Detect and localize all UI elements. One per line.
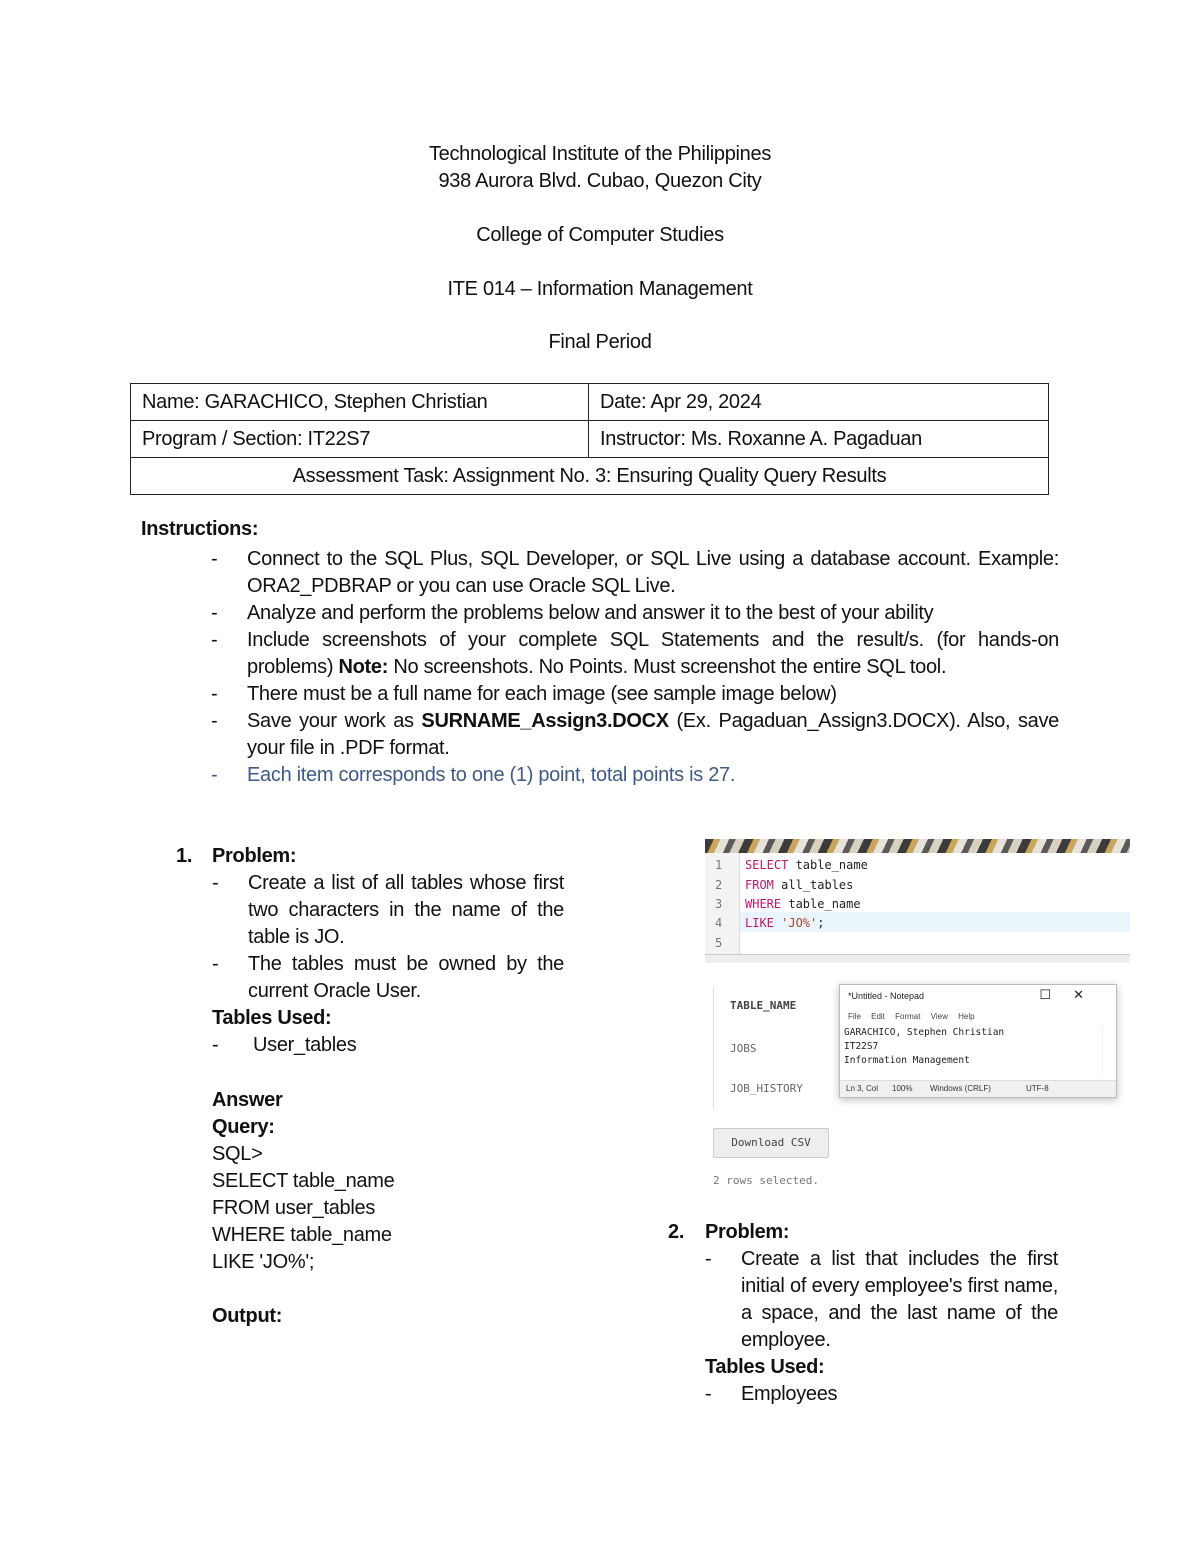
query-line: FROM user_tables [212, 1197, 376, 1219]
period-label: Final Period [548, 331, 652, 353]
answer-title: Answer [212, 1089, 283, 1111]
query-title: Query: [212, 1116, 275, 1138]
sql-keyword: FROM [745, 878, 774, 892]
notepad-menu: File Edit Format View Help [848, 1012, 975, 1021]
code-line [745, 878, 853, 892]
instruction-item: - Connect to the SQL Plus, SQL Developer, or SQL Live using a database account. Example: ORA2_PDBRAP or you can use Oracle SQL Live. [207, 546, 1059, 600]
output-title: Output: [212, 1305, 283, 1327]
problem-description: - Create a list of all tables whose first two characters in the name of the table is JO. [212, 870, 564, 951]
instruction-item [207, 708, 1059, 762]
status-encoding: UTF-8 [1026, 1084, 1049, 1093]
student-info-table [130, 383, 1049, 495]
instruction-text: (Ex. Pagaduan_Assign3.DOCX). Also, save your file in .PDF format. [247, 710, 1059, 759]
note-label: Note: [338, 656, 389, 678]
sample-screenshot [705, 839, 1130, 1194]
code-text: all_tables [773, 878, 854, 892]
problem-title: Problem: [212, 845, 297, 867]
notepad-window [839, 984, 1117, 1098]
query-line: SELECT table_name [212, 1170, 395, 1192]
download-csv-button: Download CSV [713, 1128, 829, 1158]
status-position: Ln 3, Col [846, 1084, 879, 1093]
notepad-line: Information Management [844, 1055, 970, 1066]
assessment-task-cell: Assessment Task: Assignment No. 3: Ensuring Quality Query Results [131, 458, 1049, 495]
notepad-line: IT22S7 [844, 1041, 879, 1052]
instruction-text: Include screenshots of your complete SQL Statements and the result/s. (for hands-on problems) [247, 629, 1059, 678]
line-number: 1 [715, 858, 723, 872]
instructions-list [207, 546, 1059, 789]
table-used: - Employees [705, 1381, 1060, 1408]
instructor-cell: Instructor: Ms. Roxanne A. Pagaduan [589, 421, 1049, 458]
code-text: ; [817, 916, 825, 930]
course-title: ITE 014 – Information Management [447, 278, 753, 300]
query-line: LIKE 'JO%'; [212, 1251, 315, 1273]
query-line: SQL> [212, 1143, 263, 1165]
notepad-text [844, 1026, 1102, 1074]
tables-used-title: Tables Used: [705, 1356, 825, 1378]
sql-keyword: WHERE [745, 897, 782, 911]
line-number: 3 [715, 897, 723, 911]
status-zoom: 100% [892, 1084, 913, 1093]
filename-format: SURNAME_Assign3.DOCX [421, 710, 669, 732]
code-line [745, 858, 868, 872]
tables-used-title: Tables Used: [212, 1007, 332, 1029]
sql-string: 'JO%' [773, 916, 818, 930]
code-line [745, 916, 825, 930]
instruction-item: - There must be a full name for each image (see sample image below) [207, 681, 1059, 708]
sql-editor [705, 853, 1130, 961]
instruction-item: - Analyze and perform the problems below and answer it to the best of your ability [207, 600, 1059, 627]
query-line: WHERE table_name [212, 1224, 392, 1246]
status-line-ending: Windows (CRLF) [930, 1084, 991, 1093]
problem-2-section [668, 1219, 1060, 1408]
date-cell: Date: Apr 29, 2024 [589, 384, 1049, 421]
line-gutter [705, 853, 740, 961]
notepad-statusbar [840, 1080, 1116, 1097]
problem-description: - The tables must be owned by the current Oracle User. [212, 951, 564, 1005]
maximize-icon: ☐ [1039, 987, 1074, 1002]
line-number: 2 [715, 878, 723, 892]
notepad-line: GARACHICO, Stephen Christian [844, 1027, 1005, 1038]
line-number: 5 [715, 936, 723, 950]
table-used: - User_tables [212, 1032, 572, 1059]
problem-title: Problem: [705, 1221, 790, 1243]
problem-description: - Create a list that includes the first initial of every employee's first name, a space, and the last name of the employee. [705, 1246, 1058, 1354]
query-results [713, 987, 834, 1109]
close-icon: ✕ [1073, 987, 1106, 1002]
window-controls [1039, 987, 1106, 1003]
college-name: College of Computer Studies [476, 224, 724, 246]
program-cell: Program / Section: IT22S7 [131, 421, 589, 458]
sql-keyword: SELECT [745, 858, 789, 872]
notepad-scrollbar [1102, 1026, 1112, 1074]
problem-number: 2. [668, 1221, 685, 1243]
code-text: table_name [788, 858, 868, 872]
problem-1-section [172, 843, 572, 1330]
instruction-item: - Each item corresponds to one (1) point, total points is 27. [207, 762, 1059, 789]
notepad-title: *Untitled - Notepad [848, 991, 925, 1001]
results-row: JOBS [730, 1042, 757, 1055]
results-column-header: TABLE_NAME [730, 999, 797, 1012]
instruction-item [207, 627, 1059, 681]
rows-selected-text: 2 rows selected. [713, 1174, 819, 1187]
instructions-title: Instructions: [141, 518, 259, 540]
institution-name: Technological Institute of the Philippines [428, 143, 772, 165]
decorative-banner [705, 839, 1130, 853]
code-line [745, 897, 861, 911]
institution-address: 938 Aurora Blvd. Cubao, Quezon City [438, 170, 762, 192]
results-row: JOB_HISTORY [730, 1082, 803, 1095]
instruction-text: No screenshots. No Points. Must screenshot the entire SQL tool. [388, 656, 947, 678]
name-cell: Name: GARACHICO, Stephen Christian [131, 384, 589, 421]
problem-number: 1. [176, 845, 193, 867]
code-text: table_name [781, 897, 861, 911]
sql-keyword: LIKE [745, 916, 774, 930]
instruction-text: Save your work as [247, 710, 422, 732]
editor-scrollbar [705, 954, 1130, 963]
line-number: 4 [715, 916, 723, 930]
